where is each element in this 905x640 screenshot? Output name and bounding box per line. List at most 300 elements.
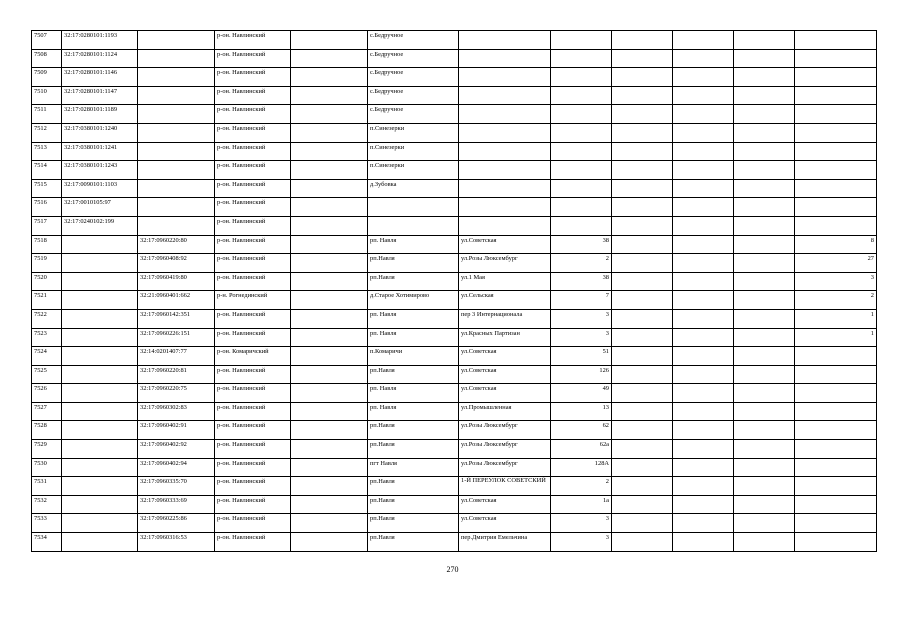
cell-house-number: 7	[551, 291, 612, 310]
cell-cadastral-number-a: 32:17:0280101:1124	[62, 49, 138, 68]
cell-cadastral-number-a	[62, 309, 138, 328]
cell-col-9	[612, 533, 673, 552]
table-row	[32, 123, 877, 142]
cell-locality: рп. Навля	[368, 384, 459, 403]
cell-cadastral-number-b: 32:17:0960402:92	[138, 440, 215, 459]
cell-street	[459, 49, 551, 68]
cell-street	[459, 68, 551, 87]
cell-col-9	[612, 68, 673, 87]
cell-col-11	[734, 440, 795, 459]
cell-cadastral-number-a	[62, 328, 138, 347]
table-row	[32, 421, 877, 440]
cell-locality: рп.Навля	[368, 421, 459, 440]
cell-col-9	[612, 309, 673, 328]
cell-col-9	[612, 495, 673, 514]
cell-cadastral-number-a	[62, 440, 138, 459]
cell-record-number: 7520	[32, 272, 62, 291]
cell-col-10	[673, 68, 734, 87]
cell-col-10	[673, 123, 734, 142]
cell-street: ул.Советская	[459, 495, 551, 514]
cell-col-10	[673, 477, 734, 496]
cell-col-11	[734, 421, 795, 440]
cell-col-9	[612, 216, 673, 235]
cell-district: р-он. Комаричский	[215, 347, 291, 366]
cell-locality: с.Бедручное	[368, 86, 459, 105]
cell-record-number: 7510	[32, 86, 62, 105]
cell-col-5	[291, 49, 368, 68]
cell-col-5	[291, 458, 368, 477]
cell-apartment	[795, 86, 877, 105]
table-row	[32, 105, 877, 124]
cell-house-number	[551, 49, 612, 68]
cell-locality: рп.Навля	[368, 533, 459, 552]
cell-apartment	[795, 514, 877, 533]
cell-street	[459, 142, 551, 161]
cell-street: ул.Промышленная	[459, 402, 551, 421]
cell-district: р-он. Навлинский	[215, 179, 291, 198]
cell-col-5	[291, 384, 368, 403]
cell-col-5	[291, 309, 368, 328]
cell-cadastral-number-a	[62, 384, 138, 403]
cell-street: ул.Красных Партизан	[459, 328, 551, 347]
cell-street	[459, 123, 551, 142]
cell-record-number: 7516	[32, 198, 62, 217]
cell-col-10	[673, 105, 734, 124]
cell-col-11	[734, 365, 795, 384]
cell-col-11	[734, 328, 795, 347]
cell-col-9	[612, 514, 673, 533]
cell-record-number: 7522	[32, 309, 62, 328]
cell-house-number: 51	[551, 347, 612, 366]
cell-col-11	[734, 309, 795, 328]
cell-col-11	[734, 123, 795, 142]
cell-record-number: 7530	[32, 458, 62, 477]
cell-locality	[368, 198, 459, 217]
cell-locality: рп. Навля	[368, 309, 459, 328]
cell-apartment	[795, 216, 877, 235]
cell-house-number: 128А	[551, 458, 612, 477]
cell-street	[459, 179, 551, 198]
cell-col-11	[734, 142, 795, 161]
cell-record-number: 7515	[32, 179, 62, 198]
cell-house-number: 38	[551, 272, 612, 291]
cell-col-11	[734, 161, 795, 180]
cell-col-11	[734, 198, 795, 217]
cell-col-9	[612, 254, 673, 273]
cell-house-number: 3	[551, 309, 612, 328]
cell-district: р-он. Навлинский	[215, 68, 291, 87]
cell-cadastral-number-b	[138, 86, 215, 105]
cell-street: ул.Сельская	[459, 291, 551, 310]
cell-col-10	[673, 235, 734, 254]
cell-cadastral-number-b: 32:14:0201407:77	[138, 347, 215, 366]
cell-cadastral-number-a	[62, 291, 138, 310]
cell-col-9	[612, 49, 673, 68]
cell-cadastral-number-a: 32:17:0280101:1189	[62, 105, 138, 124]
cell-cadastral-number-a	[62, 477, 138, 496]
table-row	[32, 347, 877, 366]
cell-col-11	[734, 477, 795, 496]
cell-locality: пгт Навля	[368, 458, 459, 477]
cell-record-number: 7527	[32, 402, 62, 421]
cell-apartment	[795, 49, 877, 68]
cell-house-number	[551, 216, 612, 235]
cell-house-number: 2	[551, 254, 612, 273]
cell-cadastral-number-b: 32:17:0960220:75	[138, 384, 215, 403]
cell-locality: с.Бедручное	[368, 49, 459, 68]
cell-col-9	[612, 328, 673, 347]
cell-district: р-он. Навлинский	[215, 142, 291, 161]
table-row	[32, 254, 877, 273]
cell-col-9	[612, 477, 673, 496]
table-row	[32, 477, 877, 496]
cell-apartment	[795, 161, 877, 180]
cell-col-11	[734, 495, 795, 514]
cell-district: р-он. Навлинский	[215, 440, 291, 459]
cell-cadastral-number-b	[138, 68, 215, 87]
cell-locality: д.Зубовка	[368, 179, 459, 198]
table-row	[32, 49, 877, 68]
cell-street: пер.Дмитрия Емельчина	[459, 533, 551, 552]
table-row	[32, 495, 877, 514]
cell-record-number: 7532	[32, 495, 62, 514]
table-row	[32, 272, 877, 291]
cell-cadastral-number-b: 32:17:0960419:80	[138, 272, 215, 291]
cell-locality: п.Синезерки	[368, 161, 459, 180]
cell-col-10	[673, 179, 734, 198]
cell-record-number: 7523	[32, 328, 62, 347]
cell-col-11	[734, 458, 795, 477]
cell-col-5	[291, 68, 368, 87]
cell-record-number: 7508	[32, 49, 62, 68]
cell-cadastral-number-a	[62, 402, 138, 421]
cell-col-10	[673, 514, 734, 533]
cell-col-11	[734, 291, 795, 310]
cell-cadastral-number-b	[138, 31, 215, 50]
cell-cadastral-number-a	[62, 347, 138, 366]
cell-col-11	[734, 31, 795, 50]
cell-district: р-он. Навлинский	[215, 272, 291, 291]
cell-col-9	[612, 347, 673, 366]
cell-district: р-он. Навлинский	[215, 514, 291, 533]
cell-col-9	[612, 291, 673, 310]
cell-cadastral-number-a: 32:17:0010105:97	[62, 198, 138, 217]
cell-record-number: 7511	[32, 105, 62, 124]
cell-cadastral-number-b: 32:17:0960226:151	[138, 328, 215, 347]
cell-col-5	[291, 198, 368, 217]
cell-col-5	[291, 31, 368, 50]
cell-record-number: 7525	[32, 365, 62, 384]
cell-house-number: 3	[551, 514, 612, 533]
cell-house-number: 3	[551, 328, 612, 347]
table-row	[32, 458, 877, 477]
cell-cadastral-number-b: 32:17:0960316:53	[138, 533, 215, 552]
table-body	[32, 31, 877, 552]
cell-cadastral-number-b	[138, 123, 215, 142]
cell-record-number: 7521	[32, 291, 62, 310]
cell-street: пер 3 Интернационала	[459, 309, 551, 328]
cell-col-9	[612, 440, 673, 459]
cell-col-10	[673, 161, 734, 180]
cell-cadastral-number-a	[62, 514, 138, 533]
cell-col-5	[291, 254, 368, 273]
cell-district: р-он. Навлинский	[215, 123, 291, 142]
cell-apartment	[795, 477, 877, 496]
table-row	[32, 533, 877, 552]
cell-house-number: 62а	[551, 440, 612, 459]
cell-col-10	[673, 421, 734, 440]
cell-col-9	[612, 365, 673, 384]
table-row	[32, 309, 877, 328]
cell-cadastral-number-b	[138, 105, 215, 124]
cell-house-number	[551, 123, 612, 142]
cell-col-5	[291, 440, 368, 459]
cell-street: ул.1 Мая	[459, 272, 551, 291]
cell-district: р-он. Навлинский	[215, 216, 291, 235]
cell-district: р-он. Навлинский	[215, 31, 291, 50]
cell-col-10	[673, 291, 734, 310]
cell-col-11	[734, 533, 795, 552]
cell-col-9	[612, 179, 673, 198]
cell-col-5	[291, 142, 368, 161]
cell-cadastral-number-a: 32:17:0380101:1243	[62, 161, 138, 180]
cell-apartment	[795, 142, 877, 161]
table-row	[32, 291, 877, 310]
cell-col-11	[734, 514, 795, 533]
cell-col-10	[673, 49, 734, 68]
cell-street: ул.Розы Люксембург	[459, 440, 551, 459]
cell-col-10	[673, 402, 734, 421]
cell-house-number: 3	[551, 533, 612, 552]
cell-record-number: 7514	[32, 161, 62, 180]
cell-record-number: 7524	[32, 347, 62, 366]
cell-cadastral-number-b: 32:17:0960333:69	[138, 495, 215, 514]
table-row	[32, 142, 877, 161]
cell-district: р-он. Навлинский	[215, 402, 291, 421]
cell-street	[459, 105, 551, 124]
cell-apartment	[795, 533, 877, 552]
cell-record-number: 7509	[32, 68, 62, 87]
table-row	[32, 365, 877, 384]
cell-cadastral-number-b: 32:17:0960402:91	[138, 421, 215, 440]
cell-cadastral-number-a: 32:17:0380101:1241	[62, 142, 138, 161]
cell-apartment	[795, 123, 877, 142]
cell-district: р-он. Навлинский	[215, 365, 291, 384]
cell-locality: п.Синезерки	[368, 123, 459, 142]
cell-house-number	[551, 142, 612, 161]
cell-col-5	[291, 328, 368, 347]
cell-locality: д.Старое Хотимирово	[368, 291, 459, 310]
cell-col-11	[734, 179, 795, 198]
cell-cadastral-number-b: 32:17:0960302:83	[138, 402, 215, 421]
cell-district: р-он. Навлинский	[215, 533, 291, 552]
cell-cadastral-number-a: 32:17:0380101:1240	[62, 123, 138, 142]
property-register-table	[31, 30, 877, 552]
cell-street: ул.Советская	[459, 514, 551, 533]
page-number: 270	[446, 565, 459, 574]
cell-cadastral-number-a	[62, 272, 138, 291]
cell-street: 1-Й ПЕРЕУЛОК СОВЕТСКИЙ	[459, 477, 551, 496]
cell-street	[459, 86, 551, 105]
cell-apartment	[795, 402, 877, 421]
cell-col-11	[734, 254, 795, 273]
cell-record-number: 7512	[32, 123, 62, 142]
cell-apartment	[795, 458, 877, 477]
cell-district: р-н. Рогнединский	[215, 291, 291, 310]
cell-col-11	[734, 49, 795, 68]
cell-locality: рп.Навля	[368, 440, 459, 459]
table-row	[32, 235, 877, 254]
cell-cadastral-number-b: 32:17:0960402:94	[138, 458, 215, 477]
cell-cadastral-number-a: 32:17:0090101:1103	[62, 179, 138, 198]
cell-apartment	[795, 31, 877, 50]
cell-district: р-он. Навлинский	[215, 309, 291, 328]
cell-record-number: 7526	[32, 384, 62, 403]
cell-col-10	[673, 142, 734, 161]
cell-record-number: 7517	[32, 216, 62, 235]
cell-street	[459, 198, 551, 217]
cell-district: р-он. Навлинский	[215, 421, 291, 440]
cell-col-9	[612, 421, 673, 440]
cell-district: р-он. Навлинский	[215, 495, 291, 514]
cell-cadastral-number-a	[62, 254, 138, 273]
table-row	[32, 86, 877, 105]
table-row	[32, 384, 877, 403]
cell-apartment: 2	[795, 291, 877, 310]
cell-col-5	[291, 235, 368, 254]
cell-district: р-он. Навлинский	[215, 477, 291, 496]
cell-locality: п.Синезерки	[368, 142, 459, 161]
cell-col-9	[612, 142, 673, 161]
cell-col-10	[673, 309, 734, 328]
cell-apartment: 3	[795, 272, 877, 291]
cell-apartment	[795, 68, 877, 87]
cell-col-11	[734, 68, 795, 87]
cell-col-5	[291, 272, 368, 291]
cell-col-9	[612, 458, 673, 477]
cell-col-10	[673, 198, 734, 217]
cell-col-10	[673, 365, 734, 384]
cell-record-number: 7513	[32, 142, 62, 161]
cell-col-11	[734, 235, 795, 254]
cell-house-number	[551, 179, 612, 198]
cell-col-10	[673, 328, 734, 347]
cell-cadastral-number-b: 32:21:0960401:662	[138, 291, 215, 310]
cell-col-9	[612, 402, 673, 421]
cell-house-number: 38	[551, 235, 612, 254]
cell-col-11	[734, 105, 795, 124]
cell-col-11	[734, 86, 795, 105]
cell-house-number: 1а	[551, 495, 612, 514]
cell-apartment: 8	[795, 235, 877, 254]
cell-apartment	[795, 347, 877, 366]
cell-cadastral-number-a	[62, 235, 138, 254]
cell-record-number: 7531	[32, 477, 62, 496]
cell-cadastral-number-b: 32:17:0960408:92	[138, 254, 215, 273]
cell-col-5	[291, 161, 368, 180]
cell-cadastral-number-b: 32:17:0960335:70	[138, 477, 215, 496]
cell-col-5	[291, 179, 368, 198]
cell-cadastral-number-a	[62, 458, 138, 477]
cell-district: р-он. Навлинский	[215, 86, 291, 105]
cell-record-number: 7529	[32, 440, 62, 459]
table-row	[32, 216, 877, 235]
cell-col-10	[673, 384, 734, 403]
cell-district: р-он. Навлинский	[215, 235, 291, 254]
cell-col-5	[291, 347, 368, 366]
cell-col-5	[291, 495, 368, 514]
cell-col-5	[291, 421, 368, 440]
cell-locality: рп.Навля	[368, 272, 459, 291]
cell-locality: рп. Навля	[368, 328, 459, 347]
cell-street: ул.Советская	[459, 365, 551, 384]
cell-locality: с.Бедручное	[368, 31, 459, 50]
table-row	[32, 31, 877, 50]
cell-district: р-он. Навлинский	[215, 161, 291, 180]
cell-cadastral-number-a: 32:17:0240102:199	[62, 216, 138, 235]
cell-locality: с.Бедручное	[368, 68, 459, 87]
cell-col-9	[612, 86, 673, 105]
cell-apartment	[795, 105, 877, 124]
cell-locality: с.Бедручное	[368, 105, 459, 124]
table-row	[32, 68, 877, 87]
cell-district: р-он. Навлинский	[215, 384, 291, 403]
cell-col-9	[612, 198, 673, 217]
cell-col-9	[612, 123, 673, 142]
cell-house-number	[551, 161, 612, 180]
cell-house-number: 62	[551, 421, 612, 440]
cell-apartment	[795, 365, 877, 384]
cell-cadastral-number-a: 32:17:0280101:1146	[62, 68, 138, 87]
table-row	[32, 328, 877, 347]
table-row	[32, 402, 877, 421]
cell-cadastral-number-b	[138, 142, 215, 161]
cell-street: ул.Советская	[459, 384, 551, 403]
cell-col-10	[673, 347, 734, 366]
cell-cadastral-number-b: 32:17:0960220:80	[138, 235, 215, 254]
cell-col-10	[673, 86, 734, 105]
cell-house-number	[551, 31, 612, 50]
cell-house-number: 49	[551, 384, 612, 403]
cell-col-10	[673, 272, 734, 291]
cell-locality: рп.Навля	[368, 514, 459, 533]
cell-col-5	[291, 402, 368, 421]
cell-record-number: 7528	[32, 421, 62, 440]
cell-cadastral-number-a: 32:17:0280101:1193	[62, 31, 138, 50]
cell-street: ул.Советская	[459, 347, 551, 366]
cell-record-number: 7534	[32, 533, 62, 552]
table-row	[32, 179, 877, 198]
cell-district: р-он. Навлинский	[215, 458, 291, 477]
cell-apartment	[795, 421, 877, 440]
cell-apartment	[795, 495, 877, 514]
cell-cadastral-number-a: 32:17:0280101:1147	[62, 86, 138, 105]
cell-house-number	[551, 198, 612, 217]
cell-apartment	[795, 384, 877, 403]
table-row	[32, 440, 877, 459]
cell-house-number: 126	[551, 365, 612, 384]
cell-col-5	[291, 477, 368, 496]
cell-col-10	[673, 216, 734, 235]
cell-street	[459, 216, 551, 235]
cell-cadastral-number-b	[138, 198, 215, 217]
cell-street: ул.Советская	[459, 235, 551, 254]
cell-locality: рп. Навля	[368, 235, 459, 254]
cell-col-5	[291, 291, 368, 310]
cell-house-number	[551, 68, 612, 87]
cell-district: р-он. Навлинский	[215, 198, 291, 217]
cell-house-number	[551, 105, 612, 124]
